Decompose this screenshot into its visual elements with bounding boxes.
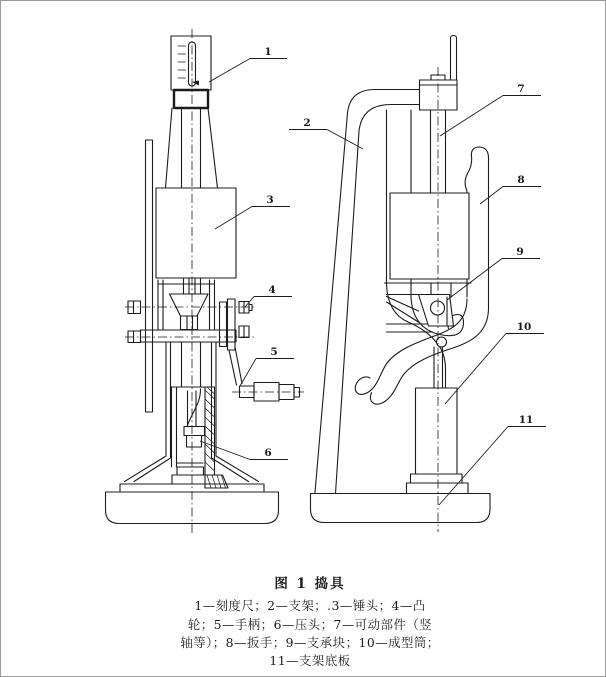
caption-line-2: 轮；5—手柄；6—压头；7—可动部件（竖	[187, 616, 433, 632]
forming-cup-side	[407, 388, 469, 494]
callout-6	[200, 441, 288, 460]
callout-1-label: 1	[264, 46, 272, 58]
side-view	[311, 36, 491, 523]
callout-5	[240, 346, 294, 386]
callout-4	[245, 284, 292, 307]
caption-line-1: 1—刻度尺；2—支架；.3—锤头；4—凸	[194, 598, 426, 613]
callout-3	[215, 194, 290, 229]
callout-leaders	[200, 46, 546, 505]
hammer-head-front	[156, 188, 236, 278]
caption-line-3: 轴等）；8—扳手；9—支承块；10—成型筒；	[180, 635, 440, 650]
hammer-head-side	[385, 193, 472, 297]
callout-11-label: 11	[518, 414, 534, 426]
callout-2-label: 2	[303, 117, 311, 129]
upper-column	[166, 108, 218, 188]
callout-7-label: 7	[517, 83, 525, 95]
caption-line-4: 11—支架底板	[269, 653, 351, 668]
figure-title: 图 1 捣具	[274, 576, 346, 592]
callout-4-label: 4	[268, 284, 276, 296]
callout-10-label: 10	[516, 321, 532, 333]
callout-8-label: 8	[517, 174, 525, 186]
side-plate-edge	[128, 140, 153, 412]
callout-5-label: 5	[270, 346, 278, 358]
callout-8	[480, 174, 541, 204]
callout-9-label: 9	[516, 246, 524, 258]
crank-handle	[229, 347, 300, 401]
cam-and-guides	[141, 278, 253, 350]
callout-1	[209, 46, 287, 82]
callout-6-label: 6	[264, 447, 272, 459]
forming-cup-front	[172, 387, 229, 488]
base-side	[311, 494, 491, 523]
callout-2	[289, 117, 363, 149]
callout-10	[445, 321, 544, 404]
scale-housing	[171, 36, 211, 108]
callout-3-label: 3	[266, 194, 274, 206]
